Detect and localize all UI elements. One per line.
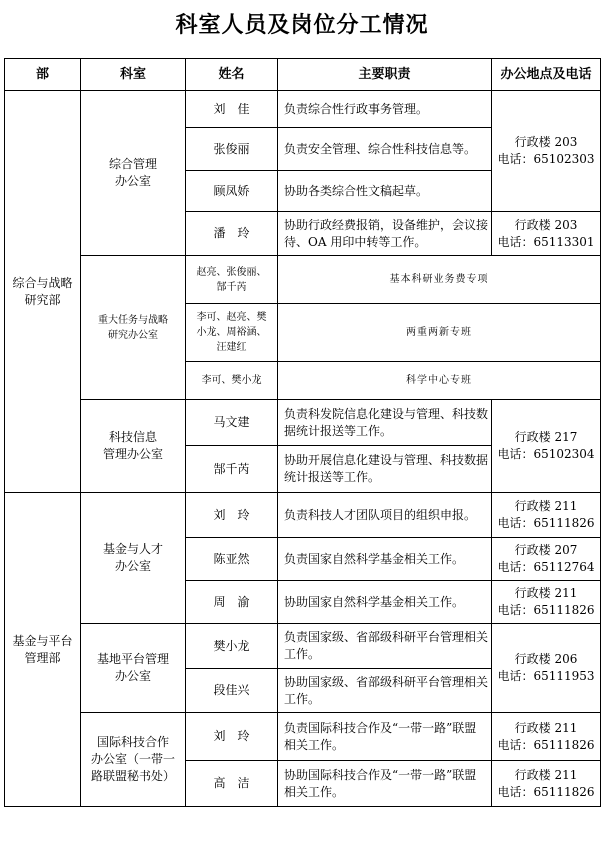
page-title: 科室人员及岗位分工情况 [175,12,429,38]
duty-cell: 负责国际科技合作及“一带一路”联盟相关工作。 [278,713,492,761]
duty-cell: 负责科发院信息化建设与管理、科技数据统计报送等工作。 [278,400,492,446]
contact-cell: 行政楼 207 电话：65112764 [492,538,601,581]
header-row [5,59,601,91]
dept-cell: 基金与平台管理部 [5,493,81,807]
office-cell: 基地平台管理 办公室 [81,624,186,713]
name-cell: 刘 玲 [186,493,278,538]
name-cell: 高 洁 [186,761,278,807]
name-cell: 樊小龙 [186,624,278,669]
table-row [5,91,601,128]
project-cell: 两重两新专班 [278,304,601,362]
name-cell: 段佳兴 [186,669,278,713]
duty-cell: 负责国家级、省部级科研平台管理相关工作。 [278,624,492,669]
header-duty: 主要职责 [278,59,492,91]
duty-cell: 协助国际科技合作及“一带一路”联盟相关工作。 [278,761,492,807]
contact-cell: 行政楼 203 电话：65113301 [492,212,601,256]
dept-cell: 综合与战略研究部 [5,91,81,493]
header-dept: 部 [5,59,81,91]
duty-cell: 负责安全管理、综合性科技信息等。 [278,128,492,171]
duty-cell: 负责综合性行政事务管理。 [278,91,492,128]
name-cell: 陈亚然 [186,538,278,581]
table-row [5,400,601,446]
table-row [5,256,601,304]
name-cell: 刘 玲 [186,713,278,761]
header-contact: 办公地点及电话 [492,59,601,91]
duty-cell: 协助国家自然科学基金相关工作。 [278,581,492,624]
table-row [5,493,601,538]
office-cell: 基金与人才 办公室 [81,493,186,624]
duty-cell: 负责国家自然科学基金相关工作。 [278,538,492,581]
office-cell: 国际科技合作 办公室（一带一 路联盟秘书处） [81,713,186,807]
name-cell: 李可、赵亮、樊 小龙、周裕涵、 汪建红 [186,304,278,362]
duty-cell: 负责科技人才团队项目的组织申报。 [278,493,492,538]
name-cell: 张俊丽 [186,128,278,171]
duty-cell: 协助行政经费报销，设备维护，会议接待、OA 用印中转等工作。 [278,212,492,256]
staff-table [4,58,601,807]
office-cell: 综合管理 办公室 [81,91,186,256]
contact-cell: 行政楼 211 电话：65111826 [492,761,601,807]
table-row [5,624,601,669]
name-cell: 顾凤娇 [186,171,278,212]
office-cell: 科技信息 管理办公室 [81,400,186,493]
header-office: 科室 [81,59,186,91]
name-cell: 潘 玲 [186,212,278,256]
contact-cell: 行政楼 211 电话：65111826 [492,581,601,624]
contact-cell: 行政楼 211 电话：65111826 [492,713,601,761]
duty-cell: 协助国家级、省部级科研平台管理相关工作。 [278,669,492,713]
duty-cell: 协助开展信息化建设与管理、科技数据统计报送等工作。 [278,446,492,493]
project-cell: 科学中心专班 [278,362,601,400]
header-name: 姓名 [186,59,278,91]
duty-cell: 协助各类综合性文稿起草。 [278,171,492,212]
name-cell: 周 渝 [186,581,278,624]
name-cell: 李可、樊小龙 [186,362,278,400]
office-cell: 重大任务与战略 研究办公室 [81,256,186,400]
name-cell: 赵亮、张俊丽、 郜千芮 [186,256,278,304]
contact-cell: 行政楼 203 电话：65102303 [492,91,601,212]
contact-cell: 行政楼 211 电话：65111826 [492,493,601,538]
name-cell: 刘 佳 [186,91,278,128]
name-cell: 马文建 [186,400,278,446]
project-cell: 基本科研业务费专项 [278,256,601,304]
table-row [5,713,601,761]
contact-cell: 行政楼 206 电话：65111953 [492,624,601,713]
name-cell: 郜千芮 [186,446,278,493]
contact-cell: 行政楼 217 电话：65102304 [492,400,601,493]
